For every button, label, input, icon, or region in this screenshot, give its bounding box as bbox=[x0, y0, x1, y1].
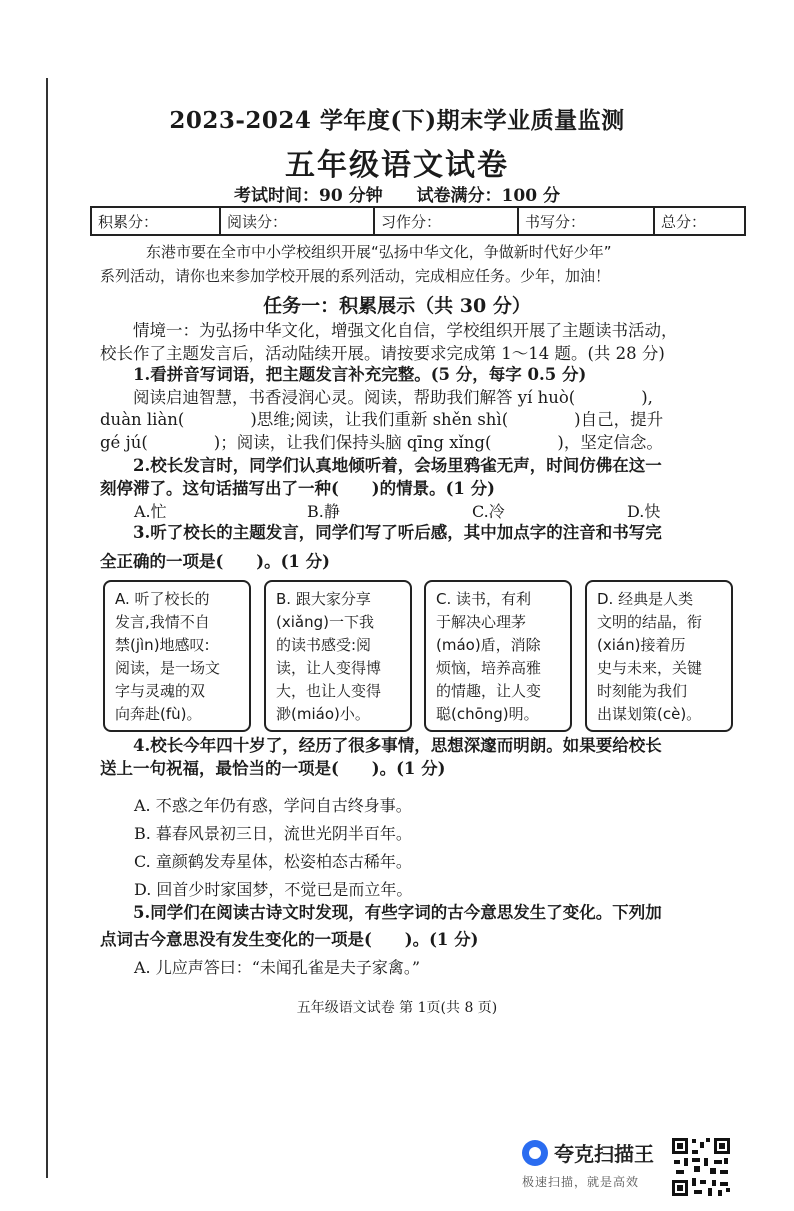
box-line: 的读书感受:阅 bbox=[276, 636, 372, 654]
question-2 bbox=[100, 455, 750, 500]
box-line: 史与未来，关键 bbox=[597, 659, 703, 677]
watermark-brand: 夸克扫描王 bbox=[554, 1142, 654, 1166]
question-1-line: duàn liàn( )思维;阅读，让我们重新 shěn shì( )自己，提升 bbox=[100, 410, 664, 429]
question-3-option-a-box bbox=[103, 580, 251, 732]
question-4-option-b: B. 暮春风景初三日，流世光阴半百年。 bbox=[134, 824, 412, 843]
situation-line: 情境一：为弘扬中华文化，增强文化自信，学校组织开展了主题读书活动， bbox=[133, 321, 678, 340]
watermark-slogan: 极速扫描，就是高效 bbox=[522, 1175, 640, 1189]
box-line: 渺(miáo)小。 bbox=[276, 705, 370, 723]
situation-text bbox=[100, 320, 750, 365]
box-line: 阅读，是一场文 bbox=[115, 659, 221, 677]
question-2-stem-line: 2.校长发言时，同学们认真地倾听着，会场里鸦雀无声，时间仿佛在这一 bbox=[133, 456, 662, 475]
question-2-option-b: B.静 bbox=[307, 502, 340, 521]
box-line: 出谋划策(cè)。 bbox=[597, 705, 702, 723]
question-2-option-d: D.快 bbox=[627, 502, 661, 521]
box-line: C. 读书，有利 bbox=[436, 590, 532, 608]
question-4-option-a: A. 不惑之年仍有惑，学问自古终身事。 bbox=[134, 796, 412, 815]
intro-line: 系列活动，请你也来参加学校开展的系列活动，完成相应任务。少年，加油！ bbox=[100, 267, 611, 285]
intro-line: 东港市要在全市中小学校组织开展“弘扬中华文化，争做新时代好少年” bbox=[146, 243, 612, 261]
page-footer: 五年级语文试卷 第 1页(共 8 页) bbox=[296, 1000, 498, 1016]
full-score: 试卷满分：100 分 bbox=[416, 186, 560, 206]
score-cell-writing: 习作分： bbox=[374, 207, 518, 235]
intro-text bbox=[100, 240, 740, 288]
box-line: 发言,我情不自 bbox=[115, 613, 210, 631]
box-line: 大，也让人变得 bbox=[276, 682, 382, 700]
box-line: B. 跟大家分享 bbox=[276, 590, 371, 608]
box-line: 的情趣，让人变 bbox=[436, 682, 542, 700]
question-5-stem-line: 5.同学们在阅读古诗文时发现，有些字词的古今意思发生了变化。下列加 bbox=[133, 903, 662, 922]
question-3-option-d-box bbox=[585, 580, 733, 732]
question-3-stem-line: 全正确的一项是( )。(1 分) bbox=[100, 551, 330, 571]
box-line: 禁(jìn)地感叹: bbox=[115, 636, 210, 654]
exam-info bbox=[0, 181, 794, 206]
question-5-stem-line: 点词古今意思没有发生变化的一项是( )。(1 分) bbox=[100, 929, 479, 949]
score-cell-handwriting: 书写分： bbox=[518, 207, 654, 235]
score-cell-accumulation: 积累分： bbox=[91, 207, 220, 235]
task1-title: 任务一：积累展示（共 30 分） bbox=[263, 295, 531, 317]
box-line: 读，让人变得博 bbox=[276, 659, 382, 677]
box-line: 烦恼，培养高雅 bbox=[436, 659, 542, 677]
box-line: (xián)接着历 bbox=[597, 636, 686, 654]
question-4 bbox=[100, 735, 750, 780]
box-line: (xiǎng)一下我 bbox=[276, 613, 374, 631]
scanner-logo-icon bbox=[522, 1140, 548, 1166]
exam-time: 考试时间：90 分钟 bbox=[234, 186, 383, 206]
question-3-option-c-box bbox=[424, 580, 572, 732]
question-4-option-d: D. 回首少时家国梦，不觉已是而立年。 bbox=[134, 880, 413, 899]
question-1-stem: 1.看拼音写词语，把主题发言补充完整。(5 分，每字 0.5 分) bbox=[133, 365, 587, 384]
question-4-stem-line: 送上一句祝福，最恰当的一项是( )。(1 分) bbox=[100, 758, 446, 778]
watermark-logo bbox=[522, 1138, 662, 1167]
box-line: D. 经典是人类 bbox=[597, 590, 694, 608]
exam-term-title: 2023-2024 学年度(下)期末学业质量监测 bbox=[169, 107, 625, 134]
scanner-watermark bbox=[522, 1138, 662, 1190]
score-cell-total: 总分： bbox=[654, 207, 745, 235]
box-line: 时刻能为我们 bbox=[597, 682, 688, 700]
box-line: 字与灵魂的双 bbox=[115, 682, 206, 700]
box-line: 聪(chōng)明。 bbox=[436, 705, 539, 723]
box-line: 向奔赴(fù)。 bbox=[115, 705, 202, 723]
exam-paper-title: 五年级语文试卷 bbox=[285, 148, 509, 183]
question-1-line: 阅读启迪智慧，书香浸润心灵。阅读，帮助我们解答 yí huò( ), bbox=[133, 387, 653, 407]
box-line: (máo)盾，消除 bbox=[436, 636, 541, 654]
box-line: 文明的结晶，衔 bbox=[597, 613, 703, 631]
question-3 bbox=[100, 522, 750, 573]
question-1 bbox=[100, 364, 750, 454]
question-2-stem-line: 刻停滞了。这句话描写出了一种( )的情景。(1 分) bbox=[100, 478, 495, 498]
question-1-line: gé jú( )；阅读，让我们保持头脑 qīng xǐng( )，坚定信念。 bbox=[100, 432, 663, 452]
score-cell-reading: 阅读分： bbox=[220, 207, 374, 235]
score-table bbox=[90, 206, 746, 236]
question-4-stem-line: 4.校长今年四十岁了，经历了很多事情，思想深邃而明朗。如果要给校长 bbox=[133, 736, 662, 755]
question-4-option-c: C. 童颜鹤发寿星体，松姿柏态古稀年。 bbox=[134, 852, 412, 871]
qr-code-icon bbox=[670, 1136, 732, 1198]
question-5-option-a: A. 儿应声答曰：“未闻孔雀是夫子家禽。” bbox=[134, 958, 421, 977]
box-line: A. 听了校长的 bbox=[115, 590, 210, 608]
box-line: 于解决心理茅 bbox=[436, 613, 527, 631]
question-4-options bbox=[134, 792, 412, 904]
question-2-option-a: A.忙 bbox=[134, 502, 167, 521]
question-2-option-c: C.冷 bbox=[472, 502, 505, 521]
question-5 bbox=[100, 902, 750, 951]
situation-line: 校长作了主题发言后，活动陆续开展。请按要求完成第 1～14 题。(共 28 分) bbox=[100, 343, 665, 363]
question-3-stem-line: 3.听了校长的主题发言，同学们写了听后感，其中加点字的注音和书写完 bbox=[133, 523, 662, 542]
question-3-option-b-box bbox=[264, 580, 412, 732]
